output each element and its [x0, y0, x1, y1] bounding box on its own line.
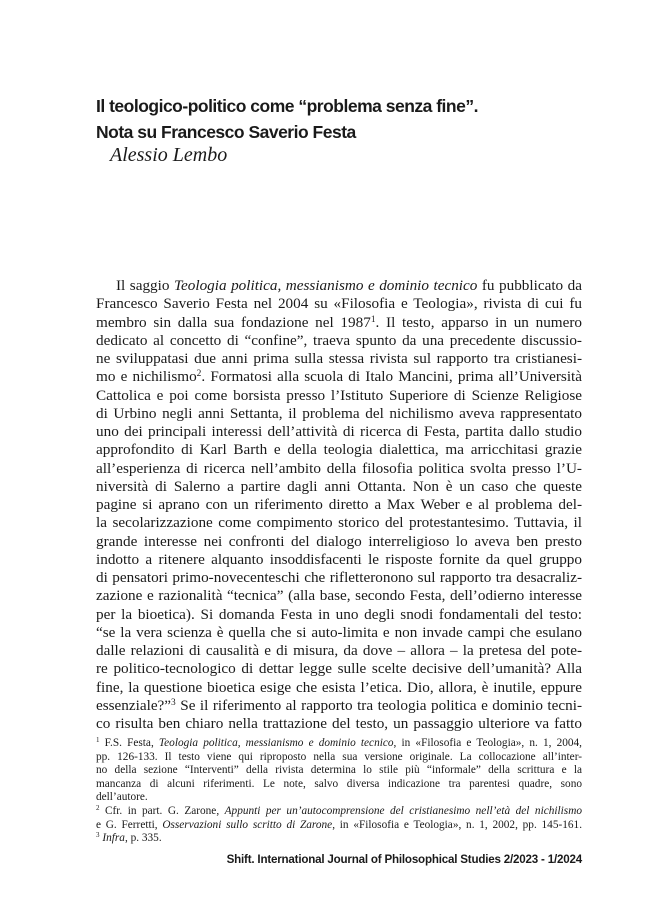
footnote-1-line-1: $^1$ F.S. Festa, Teologia politica, messianismo e dominio tecnico, in «Filosofia e Teologia», n. 1, 2004,	[96, 736, 582, 749]
body-line-21: dalle relazioni di causalità e di misura, da dove – allora – la pretesa del pote-	[96, 642, 582, 659]
footnote-1-line-4: mancanza di alcuni riferimenti. Le note, salvo diversa indicazione tra parentesi quadre, sono	[96, 777, 582, 790]
author-name: Alessio Lembo	[110, 144, 228, 166]
body-line-4: dedicato al concetto di “confine”, traeva spunto da una precedente discussio-	[96, 331, 582, 349]
body-line-11: all’esperienza di ricerca nell’ambito della filosofia politica svolta presso l’U-	[96, 459, 582, 477]
body-line-9: uno dei principali interessi dell’attività di ricerca di Festa, partita dallo studio	[96, 423, 582, 440]
footnote-number-1: 1	[96, 736, 100, 745]
article-title	[96, 93, 596, 145]
footnote-number-3: 3	[96, 831, 100, 840]
footnote-1-line-5: dell’autore.	[96, 791, 148, 804]
article-body	[96, 277, 582, 733]
body-line-15: grande interesse nei confronti del dialogo interreligioso lo aveva ben presto	[96, 532, 582, 550]
footnote-1-line-2: pp. 126-133. Il testo viene qui riproposto nella sua versione originale. La collocazione all’inter-	[96, 750, 582, 763]
body-line-13: pagine si aprano con un riferimento diretto a Max Weber e al problema del-	[96, 496, 582, 513]
title-line-1: Il teologico-politico come “problema senza fine”.	[96, 96, 478, 116]
footnote-2-line-1: $^2$ Cfr. in part. G. Zarone, Appunti per un’autocomprensione del cristianesimo nell’età del nichilismo	[96, 804, 582, 817]
footnote-ref-1[interactable]: 1	[370, 314, 376, 325]
footnote-ref-3[interactable]: 3	[171, 697, 176, 708]
title-line-2: Nota su Francesco Saverio Festa	[96, 122, 356, 142]
body-line-1: Il saggio Teologia politica, messianismo e dominio tecnico fu pubblicato da	[116, 277, 582, 294]
body-line-7: Cattolica e poi come borsista presso l’Istituto Superiore di Scienze Religiose	[96, 386, 582, 404]
body-line-3: membro sin dalla sua fondazione nel 1987$^1$. Il testo, apparso in un numero	[96, 313, 583, 331]
body-line-25: co risulta ben chiaro nella trattazione del testo, un passaggio ulteriore va fatto	[96, 715, 582, 732]
footnote-3-line-1: $^3$ Infra, p. 335.	[96, 831, 162, 845]
footnote-1-line-3: no della sezione “Interventi” della rivista determina lo stile più “informale” della scrittura e la	[96, 764, 582, 777]
footnotes	[96, 737, 582, 846]
body-line-19: per la bioetica). Si domanda Festa in uno degli snodi fondamentali del testo:	[96, 605, 582, 623]
body-line-22: re politico-tecnologico di dettar legge sulle scelte decisive dell’umanità? Alla	[96, 660, 582, 678]
body-line-10: approfondito di Karl Barth e della teologia dialettica, ma arricchitasi grazie	[96, 441, 582, 459]
footnote-2-line-2: e G. Ferretti, Osservazioni sullo scritto di Zarone, in «Filosofia e Teologia», n. 1, 2002, pp. 145-161.	[96, 818, 583, 831]
body-line-18: zazione e razionalità “tecnica” (alla base, secondo Festa, dell’odierno interesse	[96, 587, 582, 605]
body-line-24: essenziale?”$^3$ Se il riferimento al rapporto tra teologia politica e dominio tecni-	[96, 696, 582, 714]
body-line-14: la secolarizzazione come compimento storico del protestantesimo. Tuttavia, il	[96, 514, 582, 532]
body-line-23: fine, la questione bioetica esige che esista l’etica. Dio, allora, è inutile, eppure	[96, 678, 582, 696]
body-line-8: di Urbino negli anni Settanta, il problema del nichilismo aveva rappresentato	[96, 404, 582, 422]
body-line-17: di pensatori primo-novecenteschi che rifletteronono sul rapporto tra desacraliz-	[96, 569, 582, 586]
body-line-2: Francesco Saverio Festa nel 2004 su «Filosofia e Teologia», rivista di cui fu	[96, 295, 582, 313]
body-line-12: niversità di Salerno a partire dagli anni Ottanta. Non è un caso che queste	[96, 477, 582, 495]
footnote-ref-2[interactable]: 2	[196, 369, 202, 380]
body-line-6: mo e nichilismo$^2$. Formatosi alla scuola di Italo Mancini, prima all’Università	[96, 368, 583, 386]
journal-footer: Shift. International Journal of Philosophical Studies 2/2023 - 1/2024	[226, 853, 582, 866]
footnote-number-2: 2	[96, 804, 100, 813]
body-line-20: “se la vera scienza è quella che si auto-limita e non invade campi che esulano	[96, 623, 582, 641]
body-line-16: indotto a ritenere alquanto insoddisfacenti le risposte fornite da quel gruppo	[96, 550, 582, 568]
body-line-5: ne sviluppatasi due anni prima sulla stessa rivista sul rapporto tra cristianesi-	[96, 350, 582, 367]
